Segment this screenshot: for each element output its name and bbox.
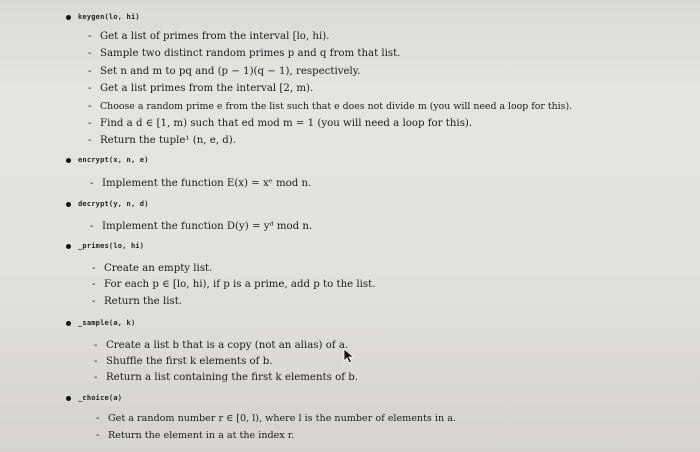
function-signature: keygen(lo, hi) [78,13,140,21]
bullet-icon [66,396,71,401]
step-line [94,370,358,385]
step-line [94,338,348,353]
step-text: Sample two distinct random primes p and q from that list. [100,48,401,59]
bullet-icon [66,158,71,163]
step-line [90,176,311,191]
step-text: Implement the function D(y) = yᵈ mod n. [102,221,313,232]
step-line [88,133,236,148]
function-item-sample [66,315,135,331]
dash-marker: - [94,372,98,383]
step-line [88,81,313,96]
function-item-choice [66,390,122,406]
function-signature: _choice(a) [78,394,123,402]
bullet-icon [66,321,71,326]
dash-marker: - [88,48,92,59]
dash-marker: - [88,118,92,129]
step-text: Return the list. [104,296,183,307]
step-text: Get a random number r ∈ [0, l), where l is the number of elements in a. [108,413,456,424]
dash-marker: - [90,221,94,232]
function-signature: _primes(lo, hi) [78,242,145,250]
step-line [96,428,294,443]
dash-marker: - [92,296,96,307]
step-text: For each p ∈ [lo, hi), if p is a prime, add p to the list. [104,279,376,290]
step-line [94,354,272,369]
function-item-primes [66,238,144,254]
dash-marker: - [92,263,96,274]
bullet-icon [66,15,71,20]
step-text: Create an empty list. [104,263,213,274]
step-text: Get a list primes from the interval [2, m). [100,83,314,94]
dash-marker: - [96,413,100,424]
function-signature: encrypt(x, n, e) [78,156,149,164]
step-text: Set n and m to pq and (p − 1)(q − 1), respectively. [100,66,361,77]
step-text: Shuffle the first k elements of b. [106,356,273,367]
step-line [88,64,360,79]
step-line [92,261,212,276]
mouse-cursor-icon [343,348,355,364]
step-text: Create a list b that is a copy (not an alias) of a. [106,340,349,351]
bullet-icon [66,202,71,207]
bullet-icon [66,244,71,249]
dash-marker: - [88,66,92,77]
function-signature: decrypt(y, n, d) [78,200,149,208]
function-item-keygen [66,9,140,25]
dash-marker: - [90,178,94,189]
step-text: Return a list containing the first k elements of b. [106,372,358,383]
dash-marker: - [88,31,92,42]
step-line [92,277,375,292]
step-text: Return the tuple¹ (n, e, d). [100,135,236,146]
dash-marker: - [96,430,100,441]
step-line [88,46,401,61]
dash-marker: - [92,279,96,290]
dash-marker: - [88,135,92,146]
step-text: Implement the function E(x) = xᵉ mod n. [102,178,312,189]
dash-marker: - [94,340,98,351]
dash-marker: - [88,83,92,94]
dash-marker: - [94,356,98,367]
step-text: Find a d ∈ [1, m) such that ed mod m = 1 (you will need a loop for this). [100,118,473,129]
step-line [88,99,572,114]
step-line [92,294,182,309]
step-line [88,116,472,131]
step-text: Get a list of primes from the interval [lo, hi). [100,31,330,42]
step-line [88,29,329,44]
step-text: Return the element in a at the index r. [108,430,295,441]
step-text: Choose a random prime e from the list such that e does not divide m (you will need a loop for this). [100,101,573,112]
function-item-decrypt [66,196,149,212]
dash-marker: - [88,101,92,112]
function-item-encrypt [66,152,149,168]
step-line [90,219,312,234]
function-signature: _sample(a, k) [78,319,136,327]
step-line [96,411,456,426]
